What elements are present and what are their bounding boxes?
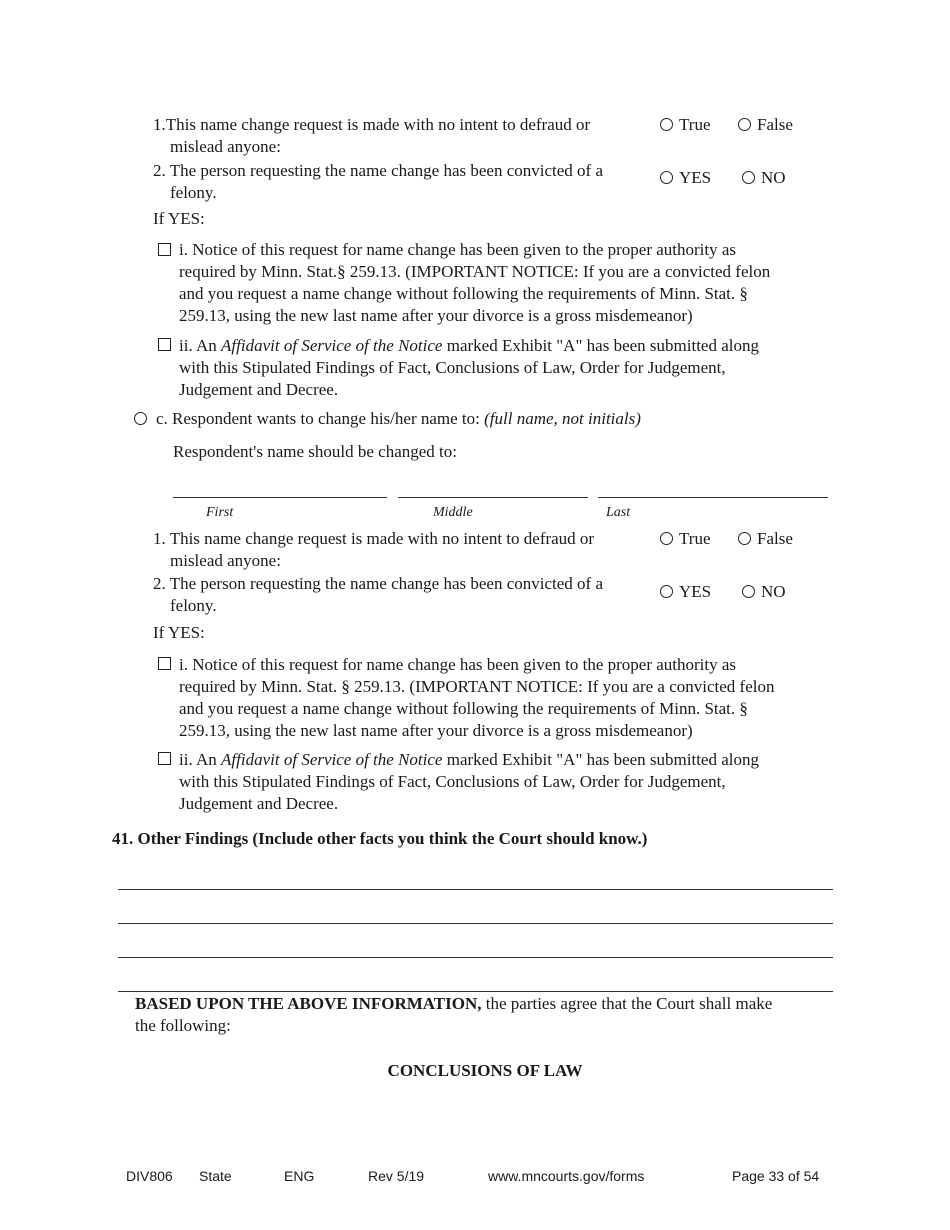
section-c-subtitle: Respondent's name should be changed to: — [173, 442, 457, 461]
footer-revision: Rev 5/19 — [368, 1168, 425, 1184]
block1-q2-text: 2. The person requesting the name change has been convicted of a felony. — [153, 161, 604, 202]
middle-name-field[interactable] — [398, 497, 588, 498]
block2-q2-yes-option[interactable]: YES — [660, 581, 711, 603]
section-c-label: c. Respondent wants to change his/her name to: (full name, not initials) — [156, 409, 641, 428]
block2-q2-text: 2. The person requesting the name change has been convicted of a felony. — [153, 574, 604, 615]
footer-url[interactable]: www.mncourts.gov/forms — [488, 1168, 645, 1184]
block2-notice-text: i. Notice of this request for name change has been given to the proper authority as required by Minn. Stat. § 259.13. (IMPORTANT NOTICE: If you are a convicted felon and you request a name change without following the requirements of Minn. Stat. § 259.13, using the new last name after your divorce is a gross misdemeanor) — [179, 655, 775, 740]
middle-name-label: Middle — [433, 505, 473, 520]
conclusions-of-law-heading: CONCLUSIONS OF LAW — [387, 1061, 583, 1080]
radio-icon[interactable] — [660, 585, 673, 598]
block1-q2-no-option[interactable]: NO — [742, 167, 786, 189]
other-findings-line-1[interactable] — [118, 889, 833, 890]
radio-icon[interactable] — [660, 532, 673, 545]
block2-q1-text: 1. This name change request is made with no intent to defraud or mislead anyone: — [153, 529, 595, 570]
radio-icon[interactable] — [742, 171, 755, 184]
footer-language: ENG — [284, 1168, 315, 1184]
block1-notice-checkbox[interactable] — [158, 243, 171, 256]
footer-form-number: DIV806 — [126, 1168, 173, 1184]
based-upon-paragraph: BASED UPON THE ABOVE INFORMATION, the parties agree that the Court shall make the following: — [135, 994, 773, 1035]
other-findings-line-2[interactable] — [118, 923, 833, 924]
radio-icon[interactable] — [738, 118, 751, 131]
section-c-radio[interactable] — [134, 412, 147, 425]
block1-q2-yes-option[interactable]: YES — [660, 167, 711, 189]
last-name-field[interactable] — [598, 497, 828, 498]
block1-affidavit-text: ii. An Affidavit of Service of the Notice marked Exhibit "A" has been submitted along with this Stipulated Findings of Fact, Conclusions of Law, Order for Judgement, Judgement and Decree. — [179, 336, 759, 399]
block2-affidavit-checkbox[interactable] — [158, 752, 171, 765]
other-findings-heading: 41. Other Findings (Include other facts you think the Court should know.) — [112, 829, 648, 848]
block1-if-yes: If YES: — [153, 209, 205, 228]
block2-q1-true-option[interactable]: True — [660, 528, 711, 550]
block1-affidavit-checkbox[interactable] — [158, 338, 171, 351]
radio-icon[interactable] — [660, 118, 673, 131]
first-name-label: First — [206, 505, 234, 520]
block2-q2-no-option[interactable]: NO — [742, 581, 786, 603]
block2-if-yes: If YES: — [153, 623, 205, 642]
first-name-field[interactable] — [173, 497, 387, 498]
radio-icon[interactable] — [660, 171, 673, 184]
block1-q1-false-option[interactable]: False — [738, 114, 793, 136]
last-name-label: Last — [606, 505, 631, 520]
block1-q1-true-option[interactable]: True — [660, 114, 711, 136]
other-findings-line-4[interactable] — [118, 991, 833, 992]
block2-affidavit-text: ii. An Affidavit of Service of the Notice marked Exhibit "A" has been submitted along with this Stipulated Findings of Fact, Conclusions of Law, Order for Judgement, Judgement and Decree. — [179, 750, 759, 813]
radio-icon[interactable] — [738, 532, 751, 545]
radio-icon[interactable] — [742, 585, 755, 598]
block1-notice-text: i. Notice of this request for name change has been given to the proper authority as required by Minn. Stat.§ 259.13. (IMPORTANT NOTICE: If you are a convicted felon and you request a name change without following the requirements of Minn. Stat. § 259.13, using the new last name after your divorce is a gross misdemeanor) — [179, 240, 771, 325]
other-findings-line-3[interactable] — [118, 957, 833, 958]
block2-q1-false-option[interactable]: False — [738, 528, 793, 550]
block2-notice-checkbox[interactable] — [158, 657, 171, 670]
block1-q1-text: 1.This name change request is made with no intent to defraud or mislead anyone: — [153, 115, 591, 156]
footer-state: State — [199, 1168, 232, 1184]
footer-page-number: Page 33 of 54 — [732, 1168, 820, 1184]
